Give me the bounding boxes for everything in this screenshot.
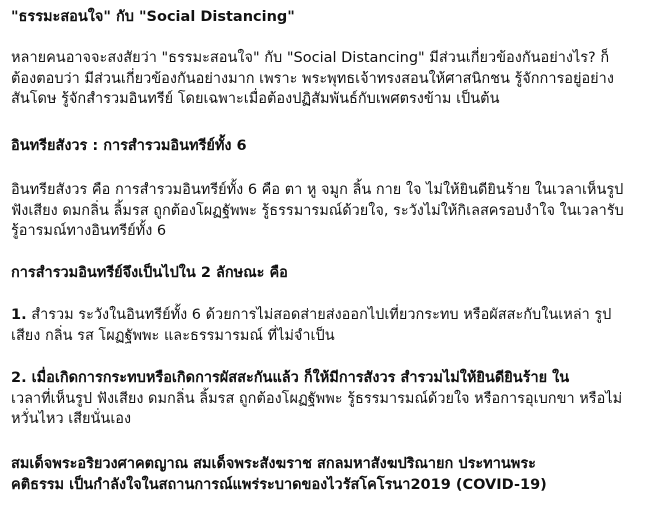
list-item-2-line: เวลาที่เห็นรูป ฟังเสียง ดมกลิ่น ลิ้มรส ถูกต้องโผฏฐัพพะ รู้ธรรมารมณ์ด้วยใจ หรือการอุเบกขา หรือไม่ (11, 390, 623, 407)
restraint-line: ฟังเสียง ดมกลิ่น ลิ้มรส ถูกต้องโผฏฐัพพะ รู้ธรรมารมณ์ด้วยใจ, ระวังไม่ให้กิเลสครอบงำใจ ในเวลารับ (11, 202, 624, 219)
list-item-2-line (11, 368, 643, 389)
intro-paragraph (11, 48, 643, 110)
list-item-2-text: เมื่อเกิดการกระทบหรือเกิดการผัสสะกันแล้ว ก็ให้มีการสังวร สำรวมไม่ให้ยินดียินร้าย ใน (26, 370, 570, 386)
list-item-1-line (11, 305, 643, 326)
restraint-heading: อินทรียสังวร : การสำรวมอินทรีย์ทั้ง 6 (11, 138, 247, 154)
attribution-line: คติธรรม เป็นกำลังใจในสถานการณ์แพร่ระบาดของไวรัสโคโรนา2019 (COVID-19) (11, 476, 547, 493)
restraint-line: อินทรียสังวร คือ การสำรวมอินทรีย์ทั้ง 6 คือ ตา หู จมูก ลิ้น กาย ใจ ไม่ให้ยินดียินร้าย ในเวลาเห็นรูป (11, 182, 624, 198)
two-ways-heading: การสำรวมอินทรีย์จึงเป็นไปใน 2 ลักษณะ คือ (11, 265, 288, 281)
article-title: "ธรรมะสอนใจ" กับ "Social Distancing" (11, 9, 295, 25)
restraint-line: รู้อารมณ์ทางอินทรีย์ทั้ง 6 (11, 223, 167, 239)
list-item-1-text: สำรวม ระวังในอินทรีย์ทั้ง 6 ด้วยการไม่สอดส่ายส่งออกไปเที่ยวกระทบ หรือผัสสะกับในเหล่า รูป (26, 307, 612, 323)
attribution-line: สมเด็จพระอริยวงศาคตญาณ สมเด็จพระสังฆราช สกลมหาสังฆปริณายก ประทานพระ (11, 456, 536, 472)
list-item-1 (11, 305, 643, 346)
list-item-2-line: หวั่นไหว เสียนั่นเอง (11, 411, 132, 427)
attribution (11, 454, 643, 495)
list-item-2 (11, 368, 643, 430)
restraint-paragraph (11, 180, 643, 242)
list-item-1-number: 1. (11, 307, 27, 323)
intro-line: สันโดษ รู้จักสำรวมอินทรีย์ โดยเฉพาะเมื่อต้องปฏิสัมพันธ์กับเพศตรงข้าม เป็นต้น (11, 91, 500, 107)
list-item-1-line: เสียง กลิ่น รส โผฏฐัพพะ และธรรมารมณ์ ที่ไม่จำเป็น (11, 327, 335, 344)
intro-line: ต้องตอบว่า มีส่วนเกี่ยวข้องกันอย่างมาก เพราะ พระพุทธเจ้าทรงสอนให้ศาสนิกชน รู้จักการอยู่อย่าง (11, 70, 614, 87)
intro-line: หลายคนอาจจะสงสัยว่า "ธรรมะสอนใจ" กับ "Social Distancing" มีส่วนเกี่ยวข้องกันอย่างไร? ก็ (11, 50, 610, 66)
list-item-2-number: 2. (11, 370, 27, 386)
